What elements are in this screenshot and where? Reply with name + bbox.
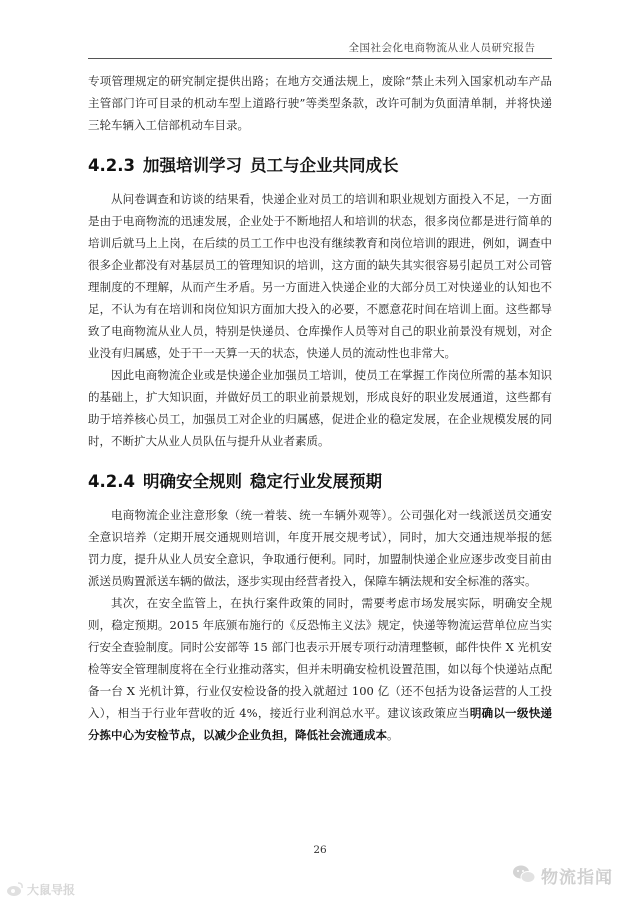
paragraph: 电商物流企业注意形象（统一着装、统一车辆外观等）。公司强化对一线派送员交通安全意识培养（定期开展交通规则培训，年度开展交规考试），同时，加大交通违规举报的惩罚力度，提升从业人员安全意识，争取通行便利。同时，加盟制快递企业应逐步改变目前由派送员购置派送车辆的做法，逐步实现由经营者投入，保障车辆法规和安全标准的落实。 [88,508,552,588]
watermark-source [6,878,75,900]
chat-bubble-icon [512,864,536,886]
section-number: 4.2.3 [88,156,135,175]
section-number: 4.2.4 [88,472,135,491]
watermark-logo [512,860,630,890]
weibo-icon [6,881,24,897]
section-title-part1: 加强培训学习 [142,156,242,175]
paragraph: 因此电商物流企业或是快递企业加强员工培训，使员工在掌握工作岗位所需的基本知识的基础上，扩大知识面，并做好员工的职业前景规划，形成良好的职业发展通道，这些都有助于培养核心员工，加强员工对企业的归属感，促进企业的稳定发展，在企业规模发展的同时，不断扩大从业人员队伍与提升从业者素质。 [88,368,552,448]
paragraph-text: 其次，在安全监管上，在执行案件政策的同时，需要考虑市场发展实际，明确安全规则，稳定预期。2015 年底颁布施行的《反恐怖主义法》规定，快递等物流运营单位应当实行安全查验制度。同时公安部等 15 部门也表示开展专项行动清理整顿，邮件快件 X 光机安检等安全管理制度将在全行业推动落实，但并未明确安检机设置范围，如以每个快递站点配备一台 X 光机计算，行业仅安检设备的投入就超过 100 亿（还不包括为设备运营的人工投入），相当于行业年营收的近 4%，接近行业利润总水平。建议该政策应当 [88,596,552,720]
emphasis-text: 明确以一级快递分拣中心为安检节点，以减少企业负担，降低社会流通成本 [88,706,552,742]
intro-paragraph: 专项管理规定的研究制定提供出路；在地方交通法规上，废除“禁止未列入国家机动车产品主管部门许可目录的机动车型上道路行驶”等类型条款，改许可制为负面清单制，并将快递三轮车辆入工信部机动车目录。 [88,74,552,132]
paragraph [88,592,552,746]
document-body [88,70,552,746]
header-divider [88,58,552,59]
page-header-title: 全国社会化电商物流从业人员研究报告 [348,42,536,54]
section-title-part1: 明确安全规则 [142,472,242,491]
watermark-source-text: 大鼠导报 [27,882,76,897]
section-title-part2: 稳定行业发展预期 [249,472,382,491]
section-heading-4-2-4 [88,468,552,492]
section-heading-4-2-3 [88,152,552,176]
watermark-text: 物流指闻 [541,867,613,888]
page-number: 26 [313,844,327,856]
paragraph: 从问卷调查和访谈的结果看，快递企业对员工的培训和职业规划方面投入不足，一方面是由于电商物流的迅速发展，企业处于不断地招人和培训的状态，很多岗位都是进行简单的培训后就马上上岗，在后续的员工工作中也没有继续教育和岗位培训的跟进，例如，调查中很多企业都没有对基层员工的管理知识的培训，这方面的缺失其实很容易引起员工对公司管理制度的不理解，从而产生矛盾。另一方面进入快递企业的大部分员工对快递业的认知也不足，不认为有在培训和岗位知识方面加大投入的必要，不愿意花时间在培训上面。这些都导致了电商物流从业人员，特别是快递员、仓库操作人员等对自己的职业前景没有规划，对企业没有归属感，处于干一天算一天的状态，快递人员的流动性也非常大。 [88,192,552,360]
paragraph-end: 。 [387,728,399,742]
section-title-part2: 员工与企业共同成长 [249,156,399,175]
